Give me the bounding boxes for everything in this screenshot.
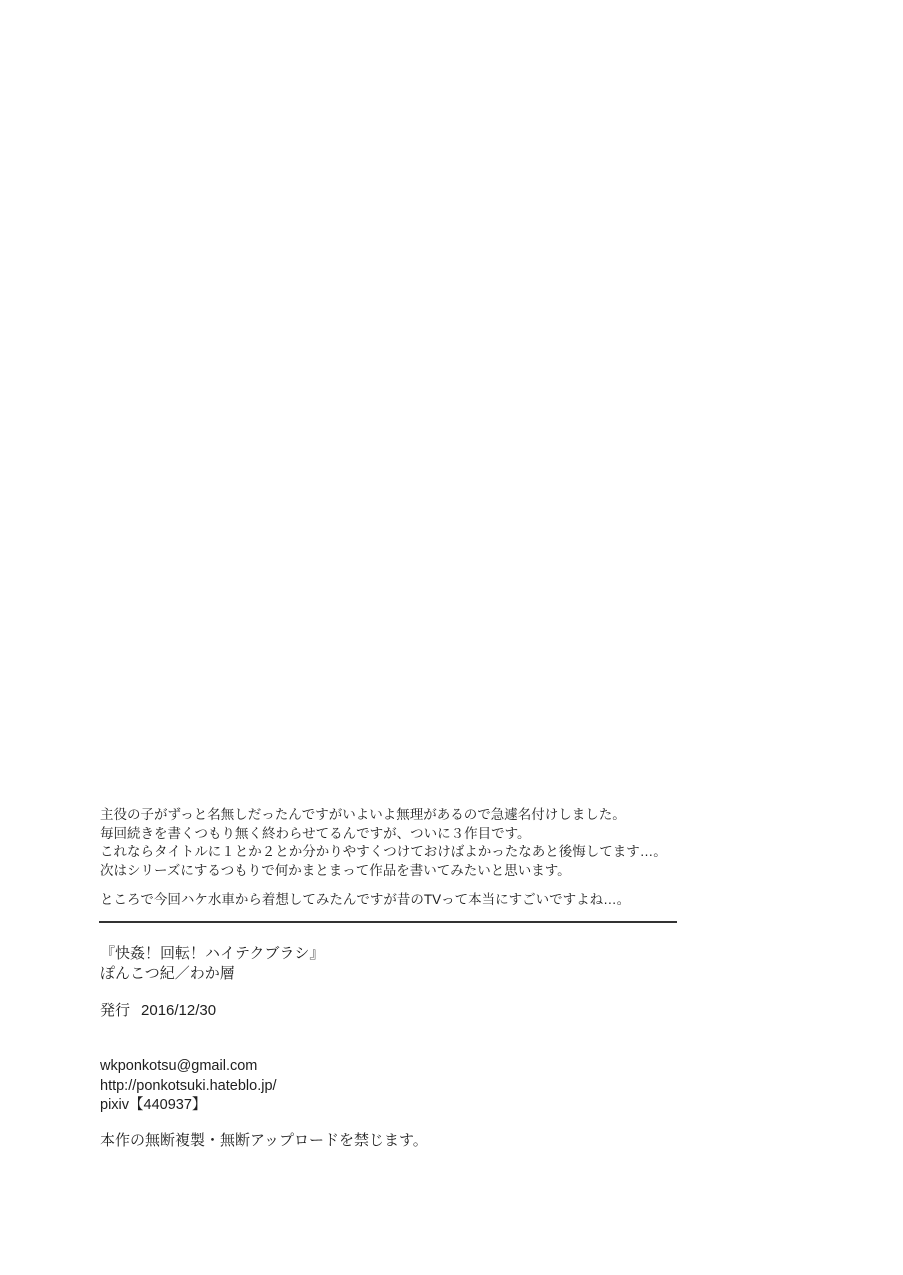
publish-date: 2016/12/30: [141, 1002, 217, 1019]
contact-block: [100, 1057, 277, 1116]
contact-website-url: http://ponkotsuki.hateblo.jp/: [100, 1077, 277, 1094]
afterword-line-3: これならタイトルに１とか２とか分かりやすくつけておけばよかったなあと後悔してます…。: [100, 844, 667, 860]
afterword-postscript: ところで今回ハケ水車から着想してみたんですが昔のTVって本当にすごいですよね…。: [100, 892, 631, 907]
copyright-notice: 本作の無断複製・無断アップロードを禁じます。: [100, 1132, 428, 1149]
publish-label: 発行: [100, 1002, 131, 1019]
afterword-line-2: 毎回続きを書くつもり無く終わらせてるんですが、ついに３作目です。: [100, 825, 531, 841]
publish-info: [100, 1001, 216, 1021]
afterword-line-1: 主役の子がずっと名無しだったんですがいよいよ無理があるので急遽名付けしました。: [100, 807, 626, 822]
contact-email: wkponkotsu@gmail.com: [100, 1058, 258, 1074]
afterword-line-4: 次はシリーズにするつもりで何かまとまって作品を書いてみたいと思います。: [100, 862, 571, 878]
colophon-title-block: [100, 944, 324, 984]
contact-pixiv-id: pixiv【440937】: [100, 1097, 207, 1113]
afterword-paragraph: [100, 806, 667, 880]
work-title: 『快姦！回転！ハイテクブラシ』: [100, 945, 325, 962]
circle-author-name: ぽんこつ紀／わか層: [100, 965, 235, 982]
section-divider: [99, 921, 677, 923]
